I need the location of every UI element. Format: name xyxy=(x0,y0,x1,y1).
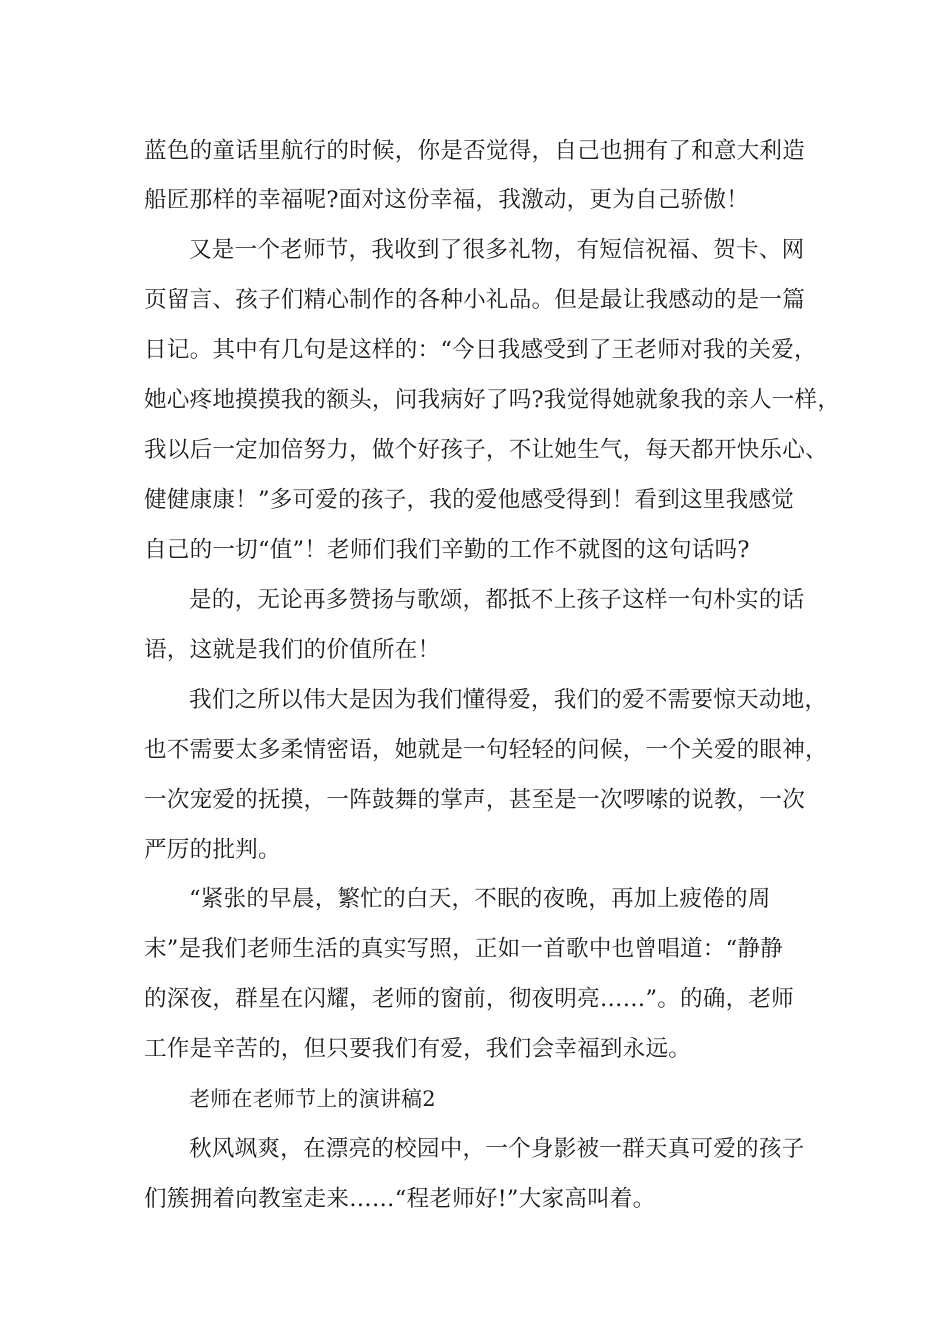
text-line: 健健康康！”多可爱的孩子，我的爱他感受得到！看到这里我感觉 xyxy=(144,487,794,513)
paragraph-start-line: 秋风飒爽，在漂亮的校园中，一个身影被一群天真可爱的孩子 xyxy=(189,1136,805,1162)
text-line: 页留言、孩子们精心制作的各种小礼品。但是最让我感动的是一篇 xyxy=(144,287,806,313)
text-line: 末”是我们老师生活的真实写照，正如一首歌中也曾唱道：“静静 xyxy=(144,936,783,962)
paragraph-start-line: 是的，无论再多赞扬与歌颂，都抵不上孩子这样一句朴实的话 xyxy=(189,587,805,613)
text-line: 自己的一切“值”！老师们我们辛勤的工作不就图的这句话吗? xyxy=(144,537,750,563)
paragraph-start-line: “紧张的早晨，繁忙的白天，不眠的夜晚，再加上疲倦的周 xyxy=(189,886,771,912)
text-line: 们簇拥着向教室走来……“程老师好!”大家高叫着。 xyxy=(144,1186,656,1212)
text-line: 工作是辛苦的，但只要我们有爱，我们会幸福到永远。 xyxy=(144,1036,692,1062)
section-heading: 老师在老师节上的演讲稿2 xyxy=(189,1087,436,1111)
text-line: 的深夜，群星在闪耀，老师的窗前，彻夜明亮……”。的确，老师 xyxy=(144,986,794,1012)
paragraph-start-line: 我们之所以伟大是因为我们懂得爱，我们的爱不需要惊天动地， xyxy=(189,687,828,713)
text-line: 语，这就是我们的价值所在！ xyxy=(144,637,441,663)
text-line: 船匠那样的幸福呢?面对这份幸福，我激动，更为自己骄傲！ xyxy=(144,187,749,213)
text-line: 蓝色的童话里航行的时候，你是否觉得，自己也拥有了和意大利造 xyxy=(144,138,806,164)
paragraph-start-line: 又是一个老师节，我收到了很多礼物，有短信祝福、贺卡、网 xyxy=(189,237,805,263)
text-line: 我以后一定加倍努力，做个好孩子，不让她生气，每天都开快乐心、 xyxy=(144,437,828,463)
text-line: 也不需要太多柔情密语，她就是一句轻轻的问候，一个关爱的眼神， xyxy=(144,737,828,763)
text-line: 严厉的批判。 xyxy=(144,837,281,863)
text-line: 日记。其中有几句是这样的：“今日我感受到了王老师对我的关爱， xyxy=(144,337,817,363)
text-line: 一次宠爱的抚摸，一阵鼓舞的掌声，甚至是一次啰嗦的说教，一次 xyxy=(144,787,806,813)
text-line: 她心疼地摸摸我的额头，问我病好了吗?我觉得她就象我的亲人一样， xyxy=(144,387,841,413)
